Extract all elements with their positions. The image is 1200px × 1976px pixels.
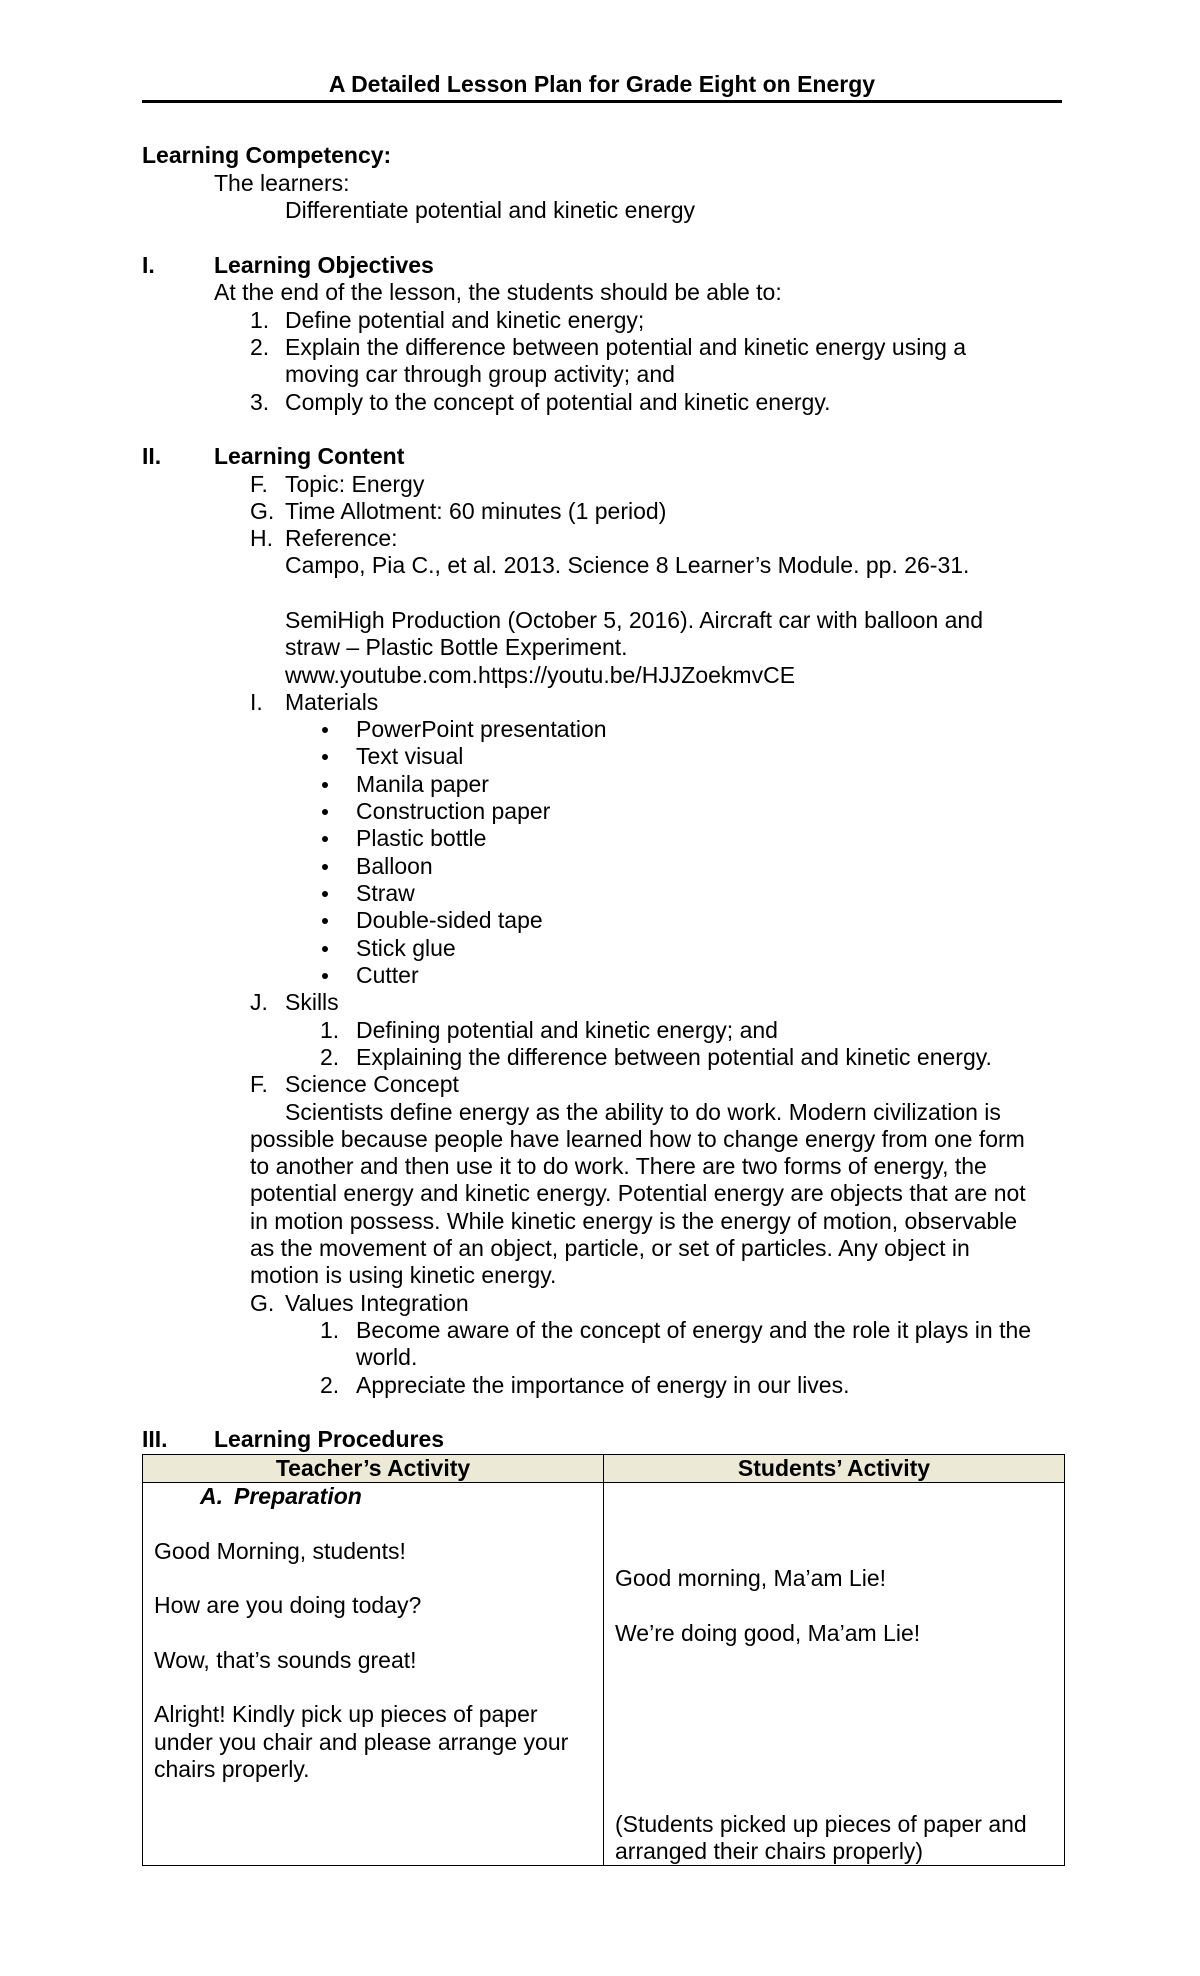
content-letter: I. [250,689,263,715]
bullet-icon [322,727,328,733]
students-activity-header: Students’ Activity [604,1455,1065,1483]
content-letter: G. [250,498,275,524]
content-letter: H. [250,525,273,551]
material-item: Manila paper [356,771,489,797]
objective-text: Define potential and kinetic energy; [285,307,645,333]
skills-label: Skills [285,989,339,1015]
skill-item: Defining potential and kinetic energy; and [356,1017,778,1043]
value-number: 1. [320,1317,340,1343]
concept-paragraph-line: Scientists define energy as the ability to do work. Modern civilization is [285,1099,1001,1125]
skill-number: 2. [320,1044,340,1070]
document-title: A Detailed Lesson Plan for Grade Eight on Energy [328,71,876,97]
concept-paragraph-line: possible because people have learned how to change energy from one form [250,1126,1025,1152]
competency-heading: Learning Competency: [142,142,392,168]
objective-number: 1. [250,307,270,333]
content-letter: G. [250,1290,275,1316]
teacher-line: chairs properly. [154,1756,310,1782]
reference-2: straw – Plastic Bottle Experiment. [285,634,628,660]
teacher-activity-header: Teacher’s Activity [143,1455,604,1483]
teacher-line: How are you doing today? [154,1592,422,1618]
concept-paragraph-line: as the movement of an object, particle, or set of particles. Any object in [250,1235,970,1261]
material-item: Construction paper [356,798,551,824]
bullet-icon [322,754,328,760]
objective-text: Explain the difference between potential and kinetic energy using a [285,334,967,360]
material-item: Balloon [356,853,433,879]
material-item: Straw [356,880,415,906]
teacher-activity-cell [143,1483,604,1866]
student-line: (Students picked up pieces of paper and [615,1811,1027,1837]
value-item: world. [356,1344,418,1370]
preparation-letter: A. [200,1483,223,1509]
student-line: Good morning, Ma’am Lie! [615,1565,887,1591]
content-letter: J. [250,989,268,1015]
concept-paragraph-line: in motion possess. While kinetic energy is the energy of motion, observable [250,1208,1018,1234]
teacher-line: under you chair and please arrange your [154,1729,569,1755]
skill-number: 1. [320,1017,340,1043]
table-header-row [143,1455,1065,1483]
value-item: Become aware of the concept of energy and the role it plays in the [356,1317,1032,1343]
competency-item: Differentiate potential and kinetic energy [285,197,696,223]
preparation-title: Preparation [234,1483,362,1509]
content-letter: F. [250,471,268,497]
skill-item: Explaining the difference between potential and kinetic energy. [356,1044,992,1070]
content-heading: Learning Content [214,443,405,469]
materials-label: Materials [285,689,379,715]
material-item: PowerPoint presentation [356,716,607,742]
section-numeral-1: I. [142,252,155,278]
value-number: 2. [320,1372,340,1398]
reference-2: SemiHigh Production (October 5, 2016). Aircraft car with balloon and [285,607,984,633]
teacher-line: Good Morning, students! [154,1538,406,1564]
bullet-icon [322,809,328,815]
material-item: Plastic bottle [356,825,487,851]
objective-number: 3. [250,389,270,415]
students-activity-cell [604,1483,1065,1866]
student-line: arranged their chairs properly) [615,1838,924,1864]
teacher-line: Alright! Kindly pick up pieces of paper [154,1701,538,1727]
bullet-icon [322,864,328,870]
section-numeral-3: III. [142,1426,168,1452]
concept-paragraph-line: motion is using kinetic energy. [250,1262,557,1288]
objectives-intro: At the end of the lesson, the students should be able to: [214,279,782,305]
student-line: We’re doing good, Ma’am Lie! [615,1620,921,1646]
procedures-table [142,1454,1065,1866]
material-item: Text visual [356,743,464,769]
content-topic: Topic: Energy [285,471,425,497]
bullet-icon [322,836,328,842]
material-item: Stick glue [356,935,456,961]
value-item: Appreciate the importance of energy in our lives. [356,1372,850,1398]
procedures-heading: Learning Procedures [214,1426,445,1452]
bullet-icon [322,782,328,788]
section-numeral-2: II. [142,443,162,469]
table-row [143,1483,1065,1866]
title-underline [142,100,1062,103]
bullet-icon [322,891,328,897]
bullet-icon [322,918,328,924]
content-letter: F. [250,1071,268,1097]
competency-learners: The learners: [214,170,350,196]
content-time: Time Allotment: 60 minutes (1 period) [285,498,667,524]
objectives-heading: Learning Objectives [214,252,434,278]
bullet-icon [322,973,328,979]
concept-paragraph-line: to another and then use it to do work. There are two forms of energy, the [250,1153,987,1179]
reference-link: www.youtube.com.https://youtu.be/HJJZoekmvCE [285,662,796,688]
objective-text: Comply to the concept of potential and kinetic energy. [285,389,831,415]
concept-label: Science Concept [285,1071,459,1097]
teacher-line: Wow, that’s sounds great! [154,1647,417,1673]
material-item: Cutter [356,962,419,988]
concept-paragraph-line: potential energy and kinetic energy. Potential energy are objects that are not [250,1180,1026,1206]
objective-number: 2. [250,334,270,360]
bullet-icon [322,946,328,952]
objective-text: moving car through group activity; and [285,361,675,387]
material-item: Double-sided tape [356,907,543,933]
values-label: Values Integration [285,1290,469,1316]
reference-1: Campo, Pia C., et al. 2013. Science 8 Learner’s Module. pp. 26-31. [285,552,970,578]
content-reference-label: Reference: [285,525,398,551]
